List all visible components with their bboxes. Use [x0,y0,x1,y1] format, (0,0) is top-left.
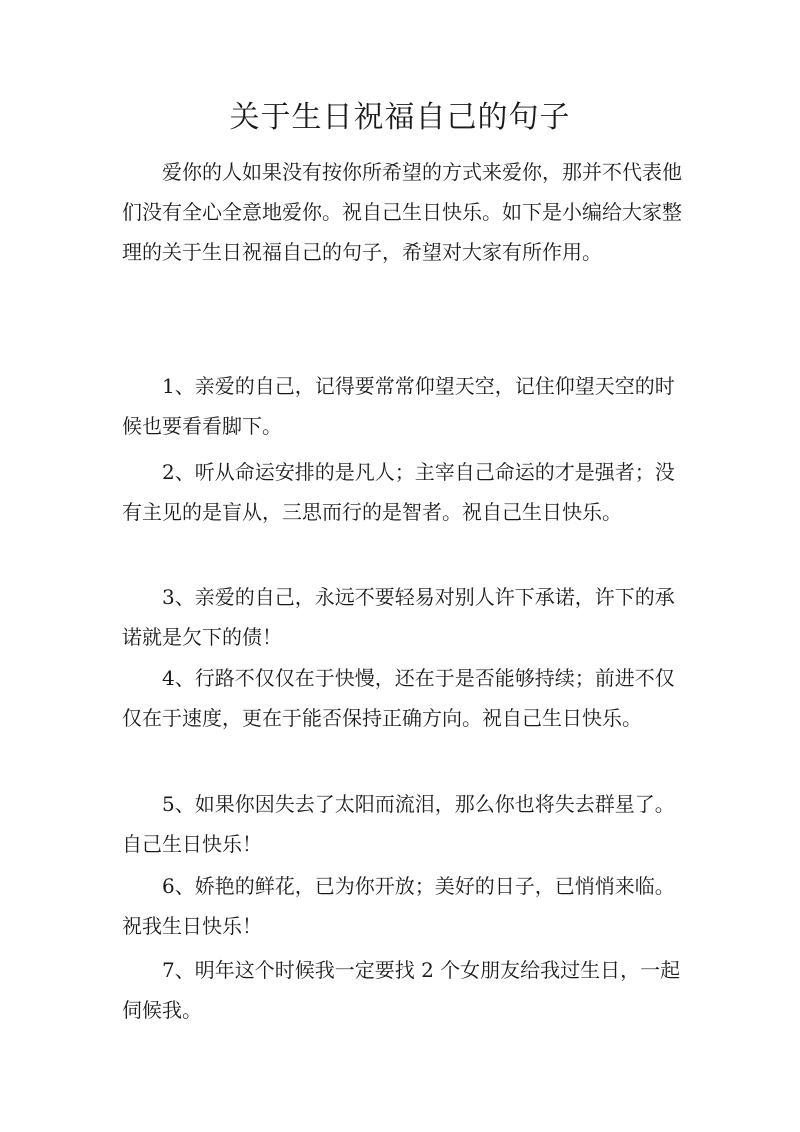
list-item: 1、亲爱的自己，记得要常常仰望天空，记住仰望天空的时候也要看看脚下。 [122,374,675,438]
list-item: 7、明年这个时候我一定要找 2 个女朋友给我过生日，一起伺候我。 [122,958,681,1022]
page-title: 关于生日祝福自己的句子 [229,100,571,135]
list-item: 4、行路不仅仅在于快慢，还在于是否能够持续；前进不仅仅在于速度，更在于能否保持正确方向。祝自己生日快乐。 [122,666,675,730]
intro-paragraph: 爱你的人如果没有按你所希望的方式来爱你，那并不代表他们没有全心全意地爱你。祝自己生日快乐。如下是小编给大家整理的关于生日祝福自己的句子，希望对大家有所作用。 [122,160,682,264]
list-item: 3、亲爱的自己，永远不要轻易对别人许下承诺，许下的承诺就是欠下的债！ [122,585,675,649]
list-item: 2、听从命运安排的是凡人；主宰自己命运的才是强者；没有主见的是盲从，三思而行的是智者。祝自己生日快乐。 [122,460,675,524]
list-item: 5、如果你因失去了太阳而流泪，那么你也将失去群星了。自己生日快乐！ [122,792,675,856]
list-item: 6、娇艳的鲜花，已为你开放；美好的日子，已悄悄来临。祝我生日快乐！ [122,874,675,938]
